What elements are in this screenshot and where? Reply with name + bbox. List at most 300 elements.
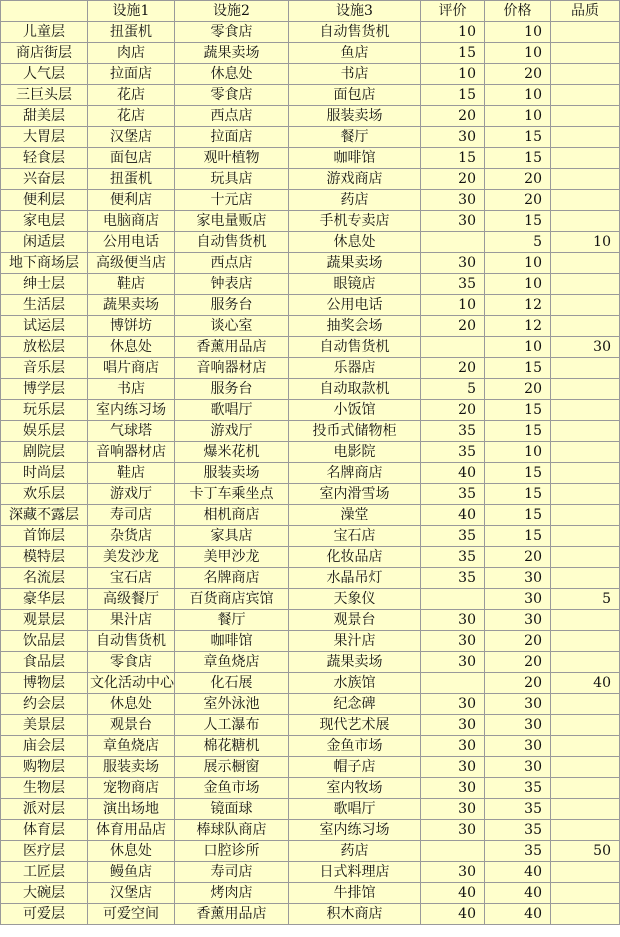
cell-facility-3: 书店 <box>289 64 421 85</box>
column-header-rating: 评价 <box>421 1 485 22</box>
cell-facility-2: 玩具店 <box>175 169 289 190</box>
cell-facility-3: 自动售货机 <box>289 22 421 43</box>
table-row <box>1 568 620 589</box>
cell-facility-1: 拉面店 <box>88 64 175 85</box>
cell-quality <box>551 442 620 463</box>
table-row <box>1 337 620 358</box>
cell-facility-2: 香薰用品店 <box>175 904 289 925</box>
cell-floor-name: 剧院层 <box>1 442 88 463</box>
cell-price: 10 <box>485 106 551 127</box>
cell-facility-2: 十元店 <box>175 190 289 211</box>
cell-facility-2: 歌唱厅 <box>175 400 289 421</box>
cell-rating: 5 <box>421 379 485 400</box>
cell-rating: 35 <box>421 484 485 505</box>
cell-rating: 20 <box>421 400 485 421</box>
cell-facility-1: 自动售货机 <box>88 631 175 652</box>
cell-price: 20 <box>485 379 551 400</box>
cell-quality <box>551 820 620 841</box>
cell-facility-1: 美发沙龙 <box>88 547 175 568</box>
table-row <box>1 106 620 127</box>
cell-price: 12 <box>485 295 551 316</box>
cell-facility-2: 化石展 <box>175 673 289 694</box>
cell-facility-2: 音响器材店 <box>175 358 289 379</box>
table-row <box>1 316 620 337</box>
cell-quality <box>551 778 620 799</box>
cell-quality <box>551 295 620 316</box>
cell-rating: 15 <box>421 85 485 106</box>
cell-facility-1: 花店 <box>88 85 175 106</box>
table-row <box>1 883 620 904</box>
cell-facility-3: 日式料理店 <box>289 862 421 883</box>
cell-facility-2: 蔬果卖场 <box>175 43 289 64</box>
cell-quality <box>551 799 620 820</box>
cell-floor-name: 派对层 <box>1 799 88 820</box>
cell-rating: 30 <box>421 253 485 274</box>
cell-rating: 35 <box>421 274 485 295</box>
cell-facility-3: 名牌商店 <box>289 463 421 484</box>
cell-floor-name: 儿童层 <box>1 22 88 43</box>
cell-facility-1: 音响器材店 <box>88 442 175 463</box>
cell-facility-2: 金鱼市场 <box>175 778 289 799</box>
cell-price: 10 <box>485 85 551 106</box>
cell-rating: 10 <box>421 64 485 85</box>
table-row <box>1 904 620 925</box>
cell-rating: 30 <box>421 820 485 841</box>
cell-facility-1: 肉店 <box>88 43 175 64</box>
cell-price: 30 <box>485 757 551 778</box>
cell-facility-2: 卡丁车乘坐点 <box>175 484 289 505</box>
cell-price: 15 <box>485 421 551 442</box>
cell-quality <box>551 757 620 778</box>
cell-rating: 35 <box>421 442 485 463</box>
cell-rating: 30 <box>421 736 485 757</box>
cell-facility-1: 休息处 <box>88 337 175 358</box>
table-row <box>1 358 620 379</box>
cell-rating: 30 <box>421 715 485 736</box>
table-row <box>1 148 620 169</box>
cell-facility-2: 服装卖场 <box>175 463 289 484</box>
cell-price: 5 <box>485 232 551 253</box>
table-row <box>1 253 620 274</box>
cell-facility-1: 便利店 <box>88 190 175 211</box>
cell-rating: 30 <box>421 799 485 820</box>
cell-price: 40 <box>485 883 551 904</box>
table-row <box>1 715 620 736</box>
cell-quality <box>551 379 620 400</box>
cell-price: 35 <box>485 778 551 799</box>
table-row <box>1 190 620 211</box>
cell-facility-3: 抽奖会场 <box>289 316 421 337</box>
table-row <box>1 211 620 232</box>
cell-quality <box>551 862 620 883</box>
table-row <box>1 589 620 610</box>
cell-price: 30 <box>485 715 551 736</box>
cell-rating: 40 <box>421 904 485 925</box>
cell-quality: 50 <box>551 841 620 862</box>
cell-quality <box>551 610 620 631</box>
cell-quality <box>551 211 620 232</box>
cell-facility-1: 汉堡店 <box>88 883 175 904</box>
cell-quality <box>551 631 620 652</box>
cell-floor-name: 食品层 <box>1 652 88 673</box>
cell-rating: 35 <box>421 526 485 547</box>
cell-floor-name: 饮品层 <box>1 631 88 652</box>
cell-facility-1: 文化活动中心 <box>88 673 175 694</box>
cell-rating: 30 <box>421 778 485 799</box>
cell-rating: 30 <box>421 652 485 673</box>
cell-price: 15 <box>485 463 551 484</box>
cell-facility-3: 眼镜店 <box>289 274 421 295</box>
table-row <box>1 736 620 757</box>
cell-price: 15 <box>485 484 551 505</box>
cell-rating: 30 <box>421 757 485 778</box>
cell-floor-name: 娱乐层 <box>1 421 88 442</box>
cell-facility-1: 观景台 <box>88 715 175 736</box>
table-row <box>1 799 620 820</box>
cell-facility-2: 自动售货机 <box>175 232 289 253</box>
cell-price: 10 <box>485 43 551 64</box>
table-row <box>1 694 620 715</box>
cell-facility-1: 鞋店 <box>88 463 175 484</box>
cell-quality <box>551 568 620 589</box>
cell-facility-1: 果汁店 <box>88 610 175 631</box>
cell-quality <box>551 484 620 505</box>
cell-quality: 10 <box>551 232 620 253</box>
table-row <box>1 484 620 505</box>
cell-facility-3: 积木商店 <box>289 904 421 925</box>
cell-price: 40 <box>485 904 551 925</box>
table-row <box>1 43 620 64</box>
cell-facility-2: 家电量贩店 <box>175 211 289 232</box>
cell-facility-1: 可爱空间 <box>88 904 175 925</box>
cell-rating: 30 <box>421 610 485 631</box>
cell-quality <box>551 463 620 484</box>
cell-facility-1: 游戏厅 <box>88 484 175 505</box>
table-row <box>1 757 620 778</box>
table-row <box>1 22 620 43</box>
table-row <box>1 526 620 547</box>
cell-floor-name: 工匠层 <box>1 862 88 883</box>
cell-facility-3: 帽子店 <box>289 757 421 778</box>
cell-facility-2: 游戏厅 <box>175 421 289 442</box>
cell-price: 20 <box>485 190 551 211</box>
cell-quality <box>551 43 620 64</box>
cell-facility-1: 休息处 <box>88 694 175 715</box>
cell-price: 30 <box>485 610 551 631</box>
cell-floor-name: 家电层 <box>1 211 88 232</box>
table-row <box>1 169 620 190</box>
cell-rating <box>421 337 485 358</box>
cell-floor-name: 甜美层 <box>1 106 88 127</box>
cell-facility-3: 乐器店 <box>289 358 421 379</box>
cell-facility-3: 纪念碑 <box>289 694 421 715</box>
cell-floor-name: 观景层 <box>1 610 88 631</box>
cell-facility-3: 澡堂 <box>289 505 421 526</box>
cell-facility-3: 小饭馆 <box>289 400 421 421</box>
cell-quality <box>551 694 620 715</box>
cell-floor-name: 大碗层 <box>1 883 88 904</box>
cell-rating: 40 <box>421 505 485 526</box>
cell-quality <box>551 400 620 421</box>
cell-facility-2: 西点店 <box>175 253 289 274</box>
cell-facility-3: 水晶吊灯 <box>289 568 421 589</box>
cell-facility-3: 面包店 <box>289 85 421 106</box>
cell-facility-1: 高级便当店 <box>88 253 175 274</box>
cell-facility-1: 章鱼烧店 <box>88 736 175 757</box>
cell-facility-1: 汉堡店 <box>88 127 175 148</box>
cell-facility-3: 蔬果卖场 <box>289 253 421 274</box>
cell-rating: 20 <box>421 106 485 127</box>
cell-price: 35 <box>485 820 551 841</box>
cell-facility-1: 鳗鱼店 <box>88 862 175 883</box>
cell-facility-3: 蔬果卖场 <box>289 652 421 673</box>
cell-facility-2: 香薰用品店 <box>175 337 289 358</box>
cell-facility-1: 扭蛋机 <box>88 169 175 190</box>
cell-floor-name: 地下商场层 <box>1 253 88 274</box>
cell-facility-3: 药店 <box>289 190 421 211</box>
cell-floor-name: 约会层 <box>1 694 88 715</box>
column-header-floor-name <box>1 1 88 22</box>
cell-floor-name: 模特层 <box>1 547 88 568</box>
cell-facility-1: 宠物商店 <box>88 778 175 799</box>
cell-quality <box>551 190 620 211</box>
table-row <box>1 820 620 841</box>
cell-facility-3: 服装卖场 <box>289 106 421 127</box>
column-header-facility-2: 设施2 <box>175 1 289 22</box>
table-row <box>1 295 620 316</box>
cell-facility-2: 钟表店 <box>175 274 289 295</box>
cell-floor-name: 医疗层 <box>1 841 88 862</box>
cell-facility-3: 药店 <box>289 841 421 862</box>
cell-facility-1: 体育用品店 <box>88 820 175 841</box>
column-header-quality: 品质 <box>551 1 620 22</box>
cell-facility-2: 谈心室 <box>175 316 289 337</box>
table-row <box>1 274 620 295</box>
cell-floor-name: 首饰层 <box>1 526 88 547</box>
cell-facility-3: 宝石店 <box>289 526 421 547</box>
cell-price: 20 <box>485 652 551 673</box>
cell-facility-3: 牛排馆 <box>289 883 421 904</box>
cell-quality <box>551 85 620 106</box>
cell-price: 20 <box>485 169 551 190</box>
table-row <box>1 862 620 883</box>
cell-facility-3: 餐厅 <box>289 127 421 148</box>
cell-facility-2: 服务台 <box>175 379 289 400</box>
cell-facility-2: 口腔诊所 <box>175 841 289 862</box>
cell-facility-1: 气球塔 <box>88 421 175 442</box>
cell-quality <box>551 22 620 43</box>
cell-floor-name: 名流层 <box>1 568 88 589</box>
cell-quality <box>551 904 620 925</box>
cell-facility-1: 公用电话 <box>88 232 175 253</box>
cell-rating: 15 <box>421 43 485 64</box>
cell-facility-1: 鞋店 <box>88 274 175 295</box>
cell-quality <box>551 883 620 904</box>
cell-quality <box>551 358 620 379</box>
cell-rating: 10 <box>421 22 485 43</box>
cell-price: 30 <box>485 589 551 610</box>
cell-floor-name: 绅士层 <box>1 274 88 295</box>
table-row <box>1 442 620 463</box>
cell-facility-1: 演出场地 <box>88 799 175 820</box>
cell-price: 10 <box>485 442 551 463</box>
cell-quality <box>551 106 620 127</box>
cell-rating: 35 <box>421 568 485 589</box>
cell-facility-1: 室内练习场 <box>88 400 175 421</box>
cell-facility-3: 公用电话 <box>289 295 421 316</box>
cell-price: 20 <box>485 64 551 85</box>
cell-facility-3: 游戏商店 <box>289 169 421 190</box>
cell-rating: 15 <box>421 148 485 169</box>
cell-floor-name: 购物层 <box>1 757 88 778</box>
cell-price: 20 <box>485 547 551 568</box>
table-row <box>1 652 620 673</box>
cell-quality <box>551 127 620 148</box>
cell-floor-name: 玩乐层 <box>1 400 88 421</box>
cell-facility-2: 寿司店 <box>175 862 289 883</box>
cell-facility-2: 服务台 <box>175 295 289 316</box>
cell-facility-3: 休息处 <box>289 232 421 253</box>
cell-floor-name: 可爱层 <box>1 904 88 925</box>
cell-rating: 30 <box>421 211 485 232</box>
cell-quality <box>551 505 620 526</box>
cell-floor-name: 便利层 <box>1 190 88 211</box>
cell-facility-2: 棒球队商店 <box>175 820 289 841</box>
column-header-facility-1: 设施1 <box>88 1 175 22</box>
cell-facility-2: 爆米花机 <box>175 442 289 463</box>
cell-facility-2: 餐厅 <box>175 610 289 631</box>
cell-floor-name: 生物层 <box>1 778 88 799</box>
cell-floor-name: 轻食层 <box>1 148 88 169</box>
cell-rating: 40 <box>421 883 485 904</box>
cell-floor-name: 博学层 <box>1 379 88 400</box>
cell-facility-3: 自动取款机 <box>289 379 421 400</box>
cell-facility-3: 电影院 <box>289 442 421 463</box>
cell-price: 30 <box>485 694 551 715</box>
cell-rating: 30 <box>421 631 485 652</box>
cell-facility-1: 面包店 <box>88 148 175 169</box>
cell-price: 35 <box>485 841 551 862</box>
cell-rating: 30 <box>421 190 485 211</box>
cell-floor-name: 博物层 <box>1 673 88 694</box>
cell-facility-2: 百货商店宾馆 <box>175 589 289 610</box>
cell-price: 10 <box>485 337 551 358</box>
cell-facility-2: 烤肉店 <box>175 883 289 904</box>
cell-facility-3: 室内牧场 <box>289 778 421 799</box>
cell-price: 35 <box>485 799 551 820</box>
table-row <box>1 85 620 106</box>
cell-quality: 40 <box>551 673 620 694</box>
table-row <box>1 400 620 421</box>
cell-facility-2: 美甲沙龙 <box>175 547 289 568</box>
cell-quality <box>551 148 620 169</box>
cell-facility-1: 唱片商店 <box>88 358 175 379</box>
cell-quality <box>551 652 620 673</box>
cell-rating: 35 <box>421 421 485 442</box>
cell-floor-name: 试运层 <box>1 316 88 337</box>
cell-facility-2: 零食店 <box>175 85 289 106</box>
cell-price: 15 <box>485 148 551 169</box>
cell-price: 15 <box>485 505 551 526</box>
cell-facility-1: 宝石店 <box>88 568 175 589</box>
cell-facility-3: 歌唱厅 <box>289 799 421 820</box>
cell-rating <box>421 589 485 610</box>
table-row <box>1 421 620 442</box>
cell-quality <box>551 64 620 85</box>
cell-quality <box>551 274 620 295</box>
cell-facility-2: 章鱼烧店 <box>175 652 289 673</box>
cell-facility-1: 寿司店 <box>88 505 175 526</box>
cell-facility-2: 家具店 <box>175 526 289 547</box>
cell-facility-2: 镜面球 <box>175 799 289 820</box>
cell-facility-3: 化妆品店 <box>289 547 421 568</box>
cell-price: 15 <box>485 211 551 232</box>
cell-facility-3: 自动售货机 <box>289 337 421 358</box>
cell-facility-2: 相机商店 <box>175 505 289 526</box>
table-row <box>1 547 620 568</box>
cell-facility-2: 休息处 <box>175 64 289 85</box>
cell-rating <box>421 673 485 694</box>
cell-price: 40 <box>485 862 551 883</box>
cell-quality <box>551 526 620 547</box>
cell-facility-3: 水族馆 <box>289 673 421 694</box>
cell-quality <box>551 715 620 736</box>
table-row <box>1 379 620 400</box>
cell-price: 20 <box>485 673 551 694</box>
table-row <box>1 610 620 631</box>
header-row <box>1 1 620 22</box>
cell-facility-1: 服装卖场 <box>88 757 175 778</box>
cell-rating <box>421 841 485 862</box>
cell-floor-name: 美景层 <box>1 715 88 736</box>
cell-facility-2: 名牌商店 <box>175 568 289 589</box>
cell-price: 30 <box>485 736 551 757</box>
cell-facility-3: 鱼店 <box>289 43 421 64</box>
cell-price: 10 <box>485 22 551 43</box>
table-row <box>1 841 620 862</box>
cell-rating: 40 <box>421 463 485 484</box>
cell-facility-2: 棉花糖机 <box>175 736 289 757</box>
column-header-facility-3: 设施3 <box>289 1 421 22</box>
cell-price: 15 <box>485 358 551 379</box>
cell-price: 10 <box>485 253 551 274</box>
cell-facility-1: 高级餐厅 <box>88 589 175 610</box>
cell-facility-3: 投币式储物柜 <box>289 421 421 442</box>
cell-facility-1: 花店 <box>88 106 175 127</box>
cell-facility-1: 零食店 <box>88 652 175 673</box>
column-header-price: 价格 <box>485 1 551 22</box>
cell-rating <box>421 232 485 253</box>
table-row <box>1 232 620 253</box>
cell-facility-2: 展示橱窗 <box>175 757 289 778</box>
cell-facility-3: 现代艺术展 <box>289 715 421 736</box>
cell-quality <box>551 316 620 337</box>
table-body <box>1 1 620 925</box>
cell-rating: 30 <box>421 862 485 883</box>
cell-price: 15 <box>485 127 551 148</box>
cell-floor-name: 生活层 <box>1 295 88 316</box>
table-row <box>1 127 620 148</box>
cell-price: 15 <box>485 400 551 421</box>
table-row <box>1 673 620 694</box>
cell-facility-3: 室内滑雪场 <box>289 484 421 505</box>
cell-facility-2: 西点店 <box>175 106 289 127</box>
cell-price: 20 <box>485 631 551 652</box>
cell-floor-name: 时尚层 <box>1 463 88 484</box>
table-row <box>1 64 620 85</box>
cell-rating: 20 <box>421 358 485 379</box>
cell-facility-1: 电脑商店 <box>88 211 175 232</box>
